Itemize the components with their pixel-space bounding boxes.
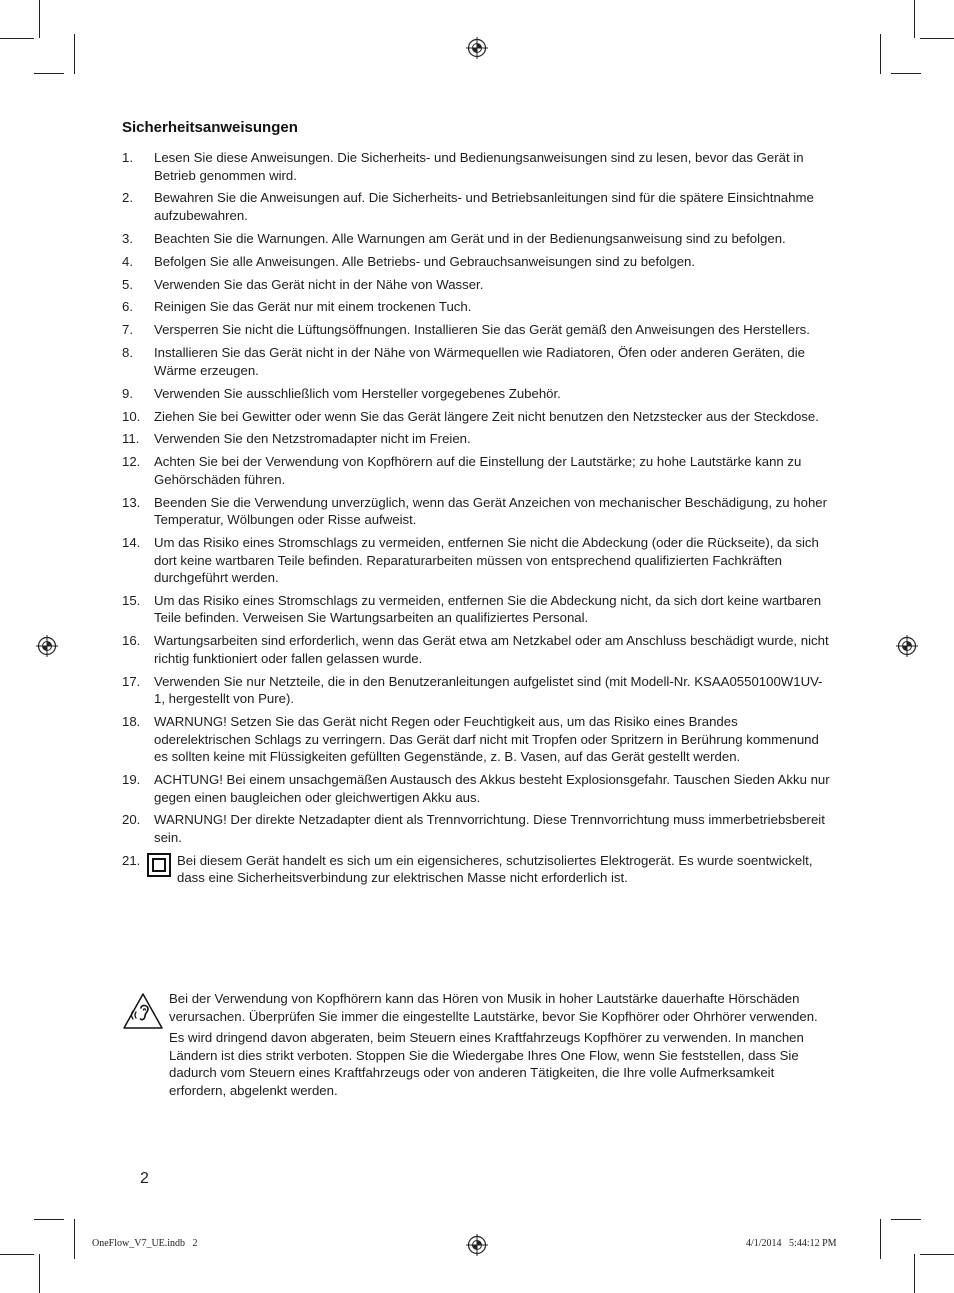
- item-text: Ziehen Sie bei Gewitter oder wenn Sie das Gerät längere Zeit nicht benutzen den Netzstecker aus der Steckdose.: [154, 408, 819, 424]
- item-text: WARNUNG! Der direkte Netzadapter dient als Trennvorrichtung. Diese Trennvorrichtung muss immerbetriebsbereit sein.: [154, 812, 825, 845]
- item-text: Befolgen Sie alle Anweisungen. Alle Betriebs- und Gebrauchsanweisungen sind zu befolgen.: [154, 253, 696, 269]
- class-ii-double-square-icon: [147, 853, 171, 877]
- item-number: 6.: [122, 299, 133, 315]
- list-item: [122, 321, 830, 339]
- crop-mark: [880, 34, 881, 74]
- item-number: 14.: [122, 535, 141, 551]
- item-text: Verwenden Sie ausschließlich vom Hersteller vorgegebenes Zubehör.: [154, 385, 561, 401]
- registration-mark-icon: [466, 37, 488, 59]
- item-number: 11.: [122, 431, 140, 447]
- notice-paragraph: Bei der Verwendung von Kopfhörern kann das Hören von Musik in hoher Lautstärke dauerhafte Hörschäden verursachen. Überprüfen Sie immer die eingestellte Lautstärke, bevor Sie Kopfhörer oder Ohrhörer verwenden.: [169, 991, 818, 1024]
- item-number: 17.: [122, 673, 141, 689]
- item-number: 1.: [122, 150, 133, 165]
- item-number: 3.: [122, 230, 133, 246]
- crop-mark: [891, 73, 921, 74]
- item-text: Lesen Sie diese Anweisungen. Die Sicherheits- und Bedienungsanweisungen sind zu lesen, bevor das Gerät in Betrieb genommen wird.: [154, 150, 804, 183]
- list-item: [122, 189, 830, 224]
- list-item: [122, 385, 830, 403]
- registration-mark-icon: [466, 1234, 488, 1256]
- item-number: 10.: [122, 408, 141, 424]
- list-item: [122, 592, 830, 627]
- crop-mark: [891, 1219, 921, 1220]
- crop-mark: [920, 38, 954, 39]
- hearing-warning-triangle-icon: [122, 992, 164, 1030]
- registration-mark-icon: [896, 635, 918, 657]
- list-item: [122, 534, 830, 587]
- list-item: [122, 852, 830, 887]
- crop-mark: [880, 1219, 881, 1259]
- crop-mark: [34, 1219, 64, 1220]
- list-item: [122, 673, 830, 708]
- item-text: Bewahren Sie die Anweisungen auf. Die Sicherheits- und Betriebsanleitungen sind für die spätere Einsichtnahme aufzubewahren.: [154, 190, 814, 223]
- item-text: ACHTUNG! Bei einem unsachgemäßen Austausch des Akkus besteht Explosionsgefahr. Tauschen Sieden Akku nur gegen einen baugleichen oder gleichwertigen Akku aus.: [154, 772, 830, 805]
- list-item: [122, 253, 830, 271]
- item-number: 2.: [122, 190, 133, 206]
- registration-mark-icon: [36, 635, 58, 657]
- item-number: 5.: [122, 276, 133, 292]
- safety-instructions-list: [122, 149, 830, 892]
- notice-paragraph: Es wird dringend davon abgeraten, beim Steuern eines Kraftfahrzeugs Kopfhörer zu verwenden. In manchen Ländern ist dies strikt verboten. Stoppen Sie die Wiedergabe Ihres One Flow, wenn Sie feststellen, dass Sie dadurch vom Steuern eines Kraftfahrzeugs oder von anderen Tätigkeiten, die Ihre volle Aufmerksamkeit erfordern, abgelenkt werden.: [169, 1030, 804, 1098]
- item-number: 19.: [122, 772, 141, 788]
- list-item: [122, 632, 830, 667]
- item-text: Wartungsarbeiten sind erforderlich, wenn das Gerät etwa am Netzkabel oder am Anschluss beschädigt wurde, nicht richtig funktioniert oder fallen gelassen wurde.: [154, 633, 829, 666]
- list-item: [122, 298, 830, 316]
- list-item: [122, 344, 830, 379]
- item-text: Beachten Sie die Warnungen. Alle Warnungen am Gerät und in der Bedienungsanweisung sind zu befolgen.: [154, 230, 786, 246]
- page-number: 2: [140, 1170, 149, 1187]
- crop-mark: [0, 38, 34, 39]
- item-text: Reinigen Sie das Gerät nur mit einem trockenen Tuch.: [154, 299, 472, 315]
- item-number: 15.: [122, 592, 141, 608]
- item-text: Verwenden Sie nur Netzteile, die in den Benutzeranleitungen aufgelistet sind (mit Modell-Nr. KSAA0550100W1UV-1, hergestellt von Pure).: [154, 673, 823, 707]
- list-item: [122, 276, 830, 294]
- crop-mark: [74, 1219, 75, 1259]
- item-text: Achten Sie bei der Verwendung von Kopfhörern auf die Einstellung der Lautstärke; zu hohe Lautstärke kann zu Gehörschäden führen.: [154, 454, 802, 487]
- page-title: Sicherheitsanweisungen: [122, 119, 298, 136]
- item-text: Verwenden Sie das Gerät nicht in der Nähe von Wasser.: [154, 276, 484, 292]
- crop-mark: [39, 0, 40, 38]
- print-slug-timestamp: 4/1/2014 5:44:12 PM: [746, 1238, 837, 1249]
- crop-mark: [914, 1254, 915, 1293]
- crop-mark: [0, 1254, 34, 1255]
- item-text: Um das Risiko eines Stromschlags zu vermeiden, entfernen Sie die Abdeckung nicht, da sich dort keine wartbaren Teile befinden. Verweisen Sie Wartungsarbeiten an qualifiziertes Personal.: [154, 592, 822, 626]
- item-number: 4.: [122, 253, 133, 269]
- item-text: WARNUNG! Setzen Sie das Gerät nicht Regen oder Feuchtigkeit aus, um das Risiko eines Brandes oderelektrischen Schlags zu verringern. Das Gerät darf nicht mit Tropfen oder Spritzern in Berührung kommenund es sollten keine mit Flüssigkeiten gefüllten Gegenstände, z. B. Vasen, auf das Gerät gestellt werden.: [154, 714, 819, 765]
- crop-mark: [34, 73, 64, 74]
- item-text: Beenden Sie die Verwendung unverzüglich, wenn das Gerät Anzeichen von mechanischer Beschädigung, zu hoher Temperatur, Wölbungen oder Risse aufweist.: [154, 494, 828, 528]
- list-item: [122, 230, 830, 248]
- item-text: Installieren Sie das Gerät nicht in der Nähe von Wärmequellen wie Radiatoren, Öfen oder anderen Geräten, die Wärme erzeugen.: [154, 345, 805, 378]
- item-number: 12.: [122, 454, 141, 470]
- item-number: 20.: [122, 812, 141, 828]
- crop-mark: [74, 34, 75, 74]
- item-number: 13.: [122, 494, 141, 510]
- list-item: [122, 811, 830, 846]
- list-item: [122, 713, 830, 766]
- list-item: [122, 453, 830, 488]
- item-text: Um das Risiko eines Stromschlags zu vermeiden, entfernen Sie nicht die Abdeckung (oder die Rückseite), da sich dort keine wartbaren Teile befinden. Reparaturarbeiten müssen von entsprechend qualifizierten Fachkräften durchgeführt werden.: [154, 535, 819, 586]
- item-number: 7.: [122, 322, 133, 338]
- list-item: [122, 430, 830, 448]
- list-item: [122, 494, 830, 529]
- list-item: [122, 771, 830, 806]
- hearing-warning-notice: [169, 990, 831, 1103]
- list-item: [122, 408, 830, 426]
- item-number: 16.: [122, 633, 141, 649]
- print-slug-file: OneFlow_V7_UE.indb 2: [92, 1238, 198, 1249]
- item-text: Verwenden Sie den Netzstromadapter nicht im Freien.: [154, 431, 471, 447]
- item-text: Bei diesem Gerät handelt es sich um ein eigensicheres, schutzisoliertes Elektrogerät. Es wurde soentwickelt, dass eine Sicherheitsverbindung zur elektrischen Masse nicht erforderlich ist.: [177, 852, 813, 886]
- item-number: 9.: [122, 385, 133, 401]
- item-number: 8.: [122, 345, 133, 361]
- crop-mark: [39, 1254, 40, 1293]
- crop-mark: [914, 0, 915, 38]
- crop-mark: [920, 1254, 954, 1255]
- item-number: 21.: [122, 852, 141, 868]
- item-text: Versperren Sie nicht die Lüftungsöffnungen. Installieren Sie das Gerät gemäß den Anweisungen des Herstellers.: [154, 322, 810, 338]
- list-item: [122, 149, 830, 184]
- item-number: 18.: [122, 714, 141, 730]
